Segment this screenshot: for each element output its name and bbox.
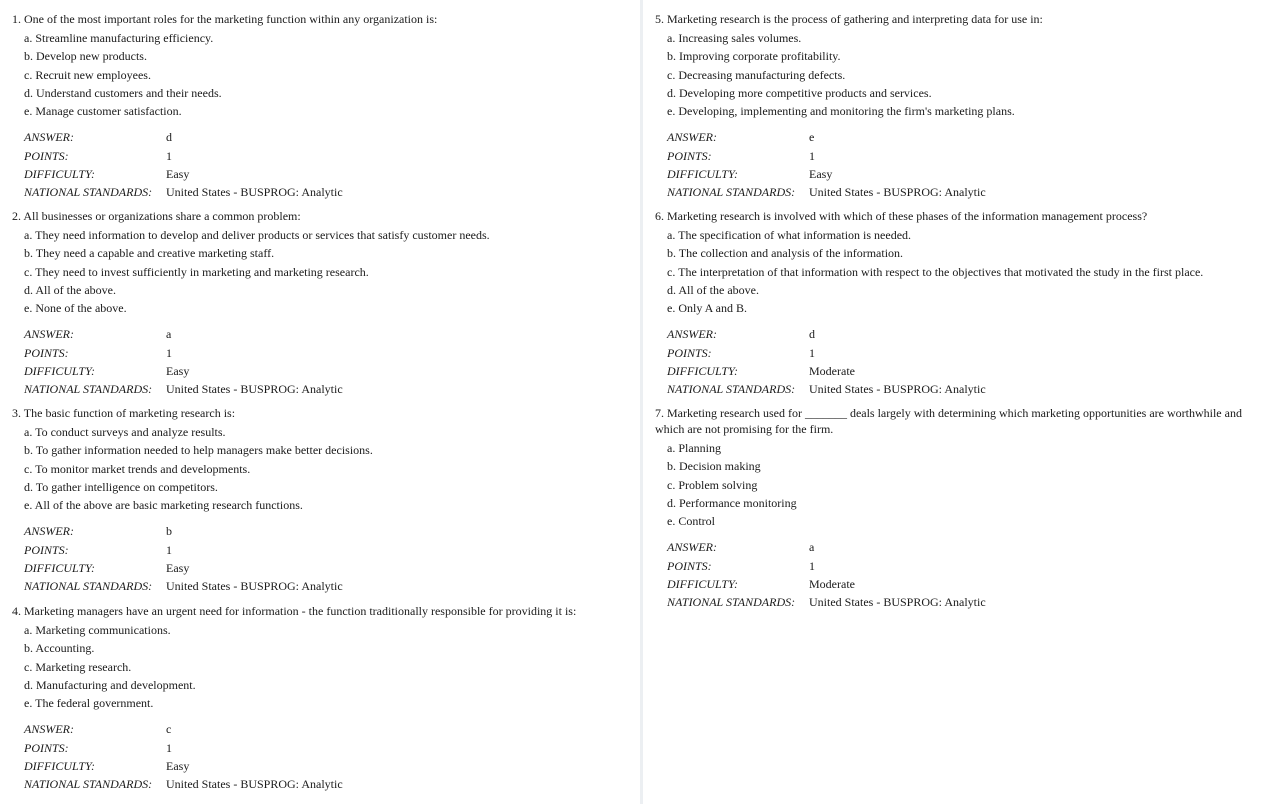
question-3 [0, 405, 640, 596]
standards-value: United States - BUSPROG: Analytic [809, 595, 986, 610]
standards-row [643, 593, 1278, 611]
option-a: a. They need information to develop and deliver products or services that satisfy customer needs. [24, 228, 490, 242]
option-b: b. Improving corporate profitability. [667, 49, 841, 64]
answer-label: ANSWER: [24, 524, 74, 539]
difficulty-label: DIFFICULTY: [667, 364, 738, 379]
standards-label: NATIONAL STANDARDS: [667, 595, 796, 610]
question-stem: 6. Marketing research is involved with which of these phases of the information management process? [655, 209, 1148, 223]
option-b: b. Accounting. [24, 641, 95, 656]
difficulty-value: Moderate [809, 577, 855, 592]
option-b: b. Decision making [667, 459, 761, 474]
option-a: a. To conduct surveys and analyze results. [24, 425, 226, 439]
standards-value: United States - BUSPROG: Analytic [166, 185, 343, 200]
option-a: a. Marketing communications. [24, 623, 171, 637]
standards-row [0, 380, 640, 398]
points-label: POINTS: [24, 740, 69, 755]
standards-value: United States - BUSPROG: Analytic [809, 382, 986, 397]
option-a: a. Streamline manufacturing efficiency. [24, 31, 214, 45]
answer-value: e [809, 130, 815, 145]
option-b: b. They need a capable and creative marketing staff. [24, 246, 275, 261]
question-stem: 4. Marketing managers have an urgent need for information - the function traditionally responsible for providing it is: [12, 604, 577, 618]
answer-value: d [166, 130, 172, 145]
question-stem: 5. Marketing research is the process of gathering and interpreting data for use in: [655, 12, 1043, 26]
points-label: POINTS: [24, 542, 69, 557]
answer-value: d [809, 327, 815, 342]
option-d: d. Manufacturing and development. [24, 677, 196, 692]
difficulty-row [643, 165, 1278, 183]
option-d: d. Performance monitoring [667, 495, 797, 510]
standards-row [0, 183, 640, 201]
answer-row [0, 720, 640, 738]
answer-label: ANSWER: [667, 327, 717, 342]
standards-label: NATIONAL STANDARDS: [667, 382, 796, 397]
option-e: e. Developing, implementing and monitoring the firm's marketing plans. [667, 104, 1015, 119]
answer-value: a [166, 327, 172, 342]
option-list [643, 226, 1278, 317]
standards-value: United States - BUSPROG: Analytic [166, 579, 343, 594]
option-e: e. Manage customer satisfaction. [24, 104, 182, 119]
option-c: c. They need to invest sufficiently in marketing and marketing research. [24, 264, 369, 279]
question-5 [643, 11, 1278, 202]
points-value: 1 [809, 345, 815, 360]
standards-value: United States - BUSPROG: Analytic [166, 777, 343, 792]
option-d: d. Developing more competitive products and services. [667, 85, 932, 100]
difficulty-value: Moderate [809, 364, 855, 379]
standards-row [643, 380, 1278, 398]
option-list [643, 29, 1278, 120]
option-c: c. To monitor market trends and developments. [24, 461, 251, 476]
difficulty-value: Easy [809, 167, 833, 182]
points-label: POINTS: [24, 345, 69, 360]
answer-value: b [166, 524, 172, 539]
option-a: a. Increasing sales volumes. [667, 31, 802, 45]
standards-label: NATIONAL STANDARDS: [24, 185, 153, 200]
difficulty-row [0, 362, 640, 380]
answer-row [0, 522, 640, 540]
option-d: d. Understand customers and their needs. [24, 85, 222, 100]
option-c: c. Recruit new employees. [24, 67, 151, 82]
difficulty-row [0, 165, 640, 183]
option-c: c. Marketing research. [24, 659, 132, 674]
question-stem: 2. All businesses or organizations share a common problem: [12, 209, 301, 223]
option-list [0, 29, 640, 120]
option-e: e. Only A and B. [667, 301, 747, 316]
answer-label: ANSWER: [667, 540, 717, 555]
standards-row [0, 775, 640, 793]
standards-row [643, 183, 1278, 201]
points-value: 1 [809, 148, 815, 163]
points-value: 1 [166, 740, 172, 755]
standards-row [0, 577, 640, 595]
answer-metadata [643, 325, 1278, 398]
standards-label: NATIONAL STANDARDS: [24, 579, 153, 594]
option-b: b. Develop new products. [24, 49, 147, 64]
points-row [0, 541, 640, 559]
question-4 [0, 603, 640, 794]
points-row [0, 344, 640, 362]
difficulty-label: DIFFICULTY: [24, 561, 95, 576]
difficulty-label: DIFFICULTY: [667, 577, 738, 592]
question-2 [0, 208, 640, 399]
points-row [643, 557, 1278, 575]
points-row [643, 147, 1278, 165]
answer-label: ANSWER: [24, 130, 74, 145]
option-e: e. None of the above. [24, 301, 127, 316]
question-1 [0, 11, 640, 202]
option-b: b. The collection and analysis of the information. [667, 246, 904, 261]
difficulty-label: DIFFICULTY: [24, 759, 95, 774]
option-e: e. Control [667, 514, 715, 529]
answer-row [0, 325, 640, 343]
difficulty-row [0, 757, 640, 775]
question-7 [643, 405, 1278, 612]
answer-value: c [166, 722, 172, 737]
standards-value: United States - BUSPROG: Analytic [166, 382, 343, 397]
standards-value: United States - BUSPROG: Analytic [809, 185, 986, 200]
points-value: 1 [166, 345, 172, 360]
points-label: POINTS: [667, 558, 712, 573]
difficulty-row [643, 575, 1278, 593]
option-list [0, 621, 640, 712]
answer-label: ANSWER: [667, 130, 717, 145]
option-a: a. Planning [667, 441, 721, 455]
difficulty-value: Easy [166, 364, 190, 379]
difficulty-value: Easy [166, 167, 190, 182]
standards-label: NATIONAL STANDARDS: [667, 185, 796, 200]
difficulty-label: DIFFICULTY: [667, 167, 738, 182]
standards-label: NATIONAL STANDARDS: [24, 382, 153, 397]
question-stem: 7. Marketing research used for _______ deals largely with determining which marketing opportunities are worthwhile and which are not promising for the firm. [655, 406, 1242, 436]
difficulty-label: DIFFICULTY: [24, 364, 95, 379]
answer-metadata [0, 325, 640, 398]
points-value: 1 [166, 148, 172, 163]
option-d: d. All of the above. [24, 282, 116, 297]
option-list [0, 423, 640, 514]
points-label: POINTS: [667, 148, 712, 163]
points-label: POINTS: [24, 148, 69, 163]
answer-metadata [643, 128, 1278, 201]
points-row [0, 739, 640, 757]
answer-row [643, 128, 1278, 146]
points-label: POINTS: [667, 345, 712, 360]
answer-label: ANSWER: [24, 327, 74, 342]
option-e: e. All of the above are basic marketing research functions. [24, 498, 303, 513]
option-list [0, 226, 640, 317]
option-e: e. The federal government. [24, 696, 154, 711]
difficulty-value: Easy [166, 759, 190, 774]
points-value: 1 [166, 542, 172, 557]
difficulty-row [0, 559, 640, 577]
option-list [643, 439, 1278, 530]
answer-metadata [0, 522, 640, 595]
option-a: a. The specification of what information is needed. [667, 228, 912, 242]
option-c: c. Problem solving [667, 477, 758, 492]
option-c: c. Decreasing manufacturing defects. [667, 67, 846, 82]
difficulty-label: DIFFICULTY: [24, 167, 95, 182]
question-6 [643, 208, 1278, 399]
difficulty-row [643, 362, 1278, 380]
answer-metadata [0, 720, 640, 793]
option-d: d. To gather intelligence on competitors. [24, 479, 218, 494]
answer-row [643, 325, 1278, 343]
answer-label: ANSWER: [24, 722, 74, 737]
question-stem: 3. The basic function of marketing research is: [12, 406, 236, 420]
option-c: c. The interpretation of that information with respect to the objectives that motivated the study in the first place. [667, 264, 1204, 279]
answer-row [0, 128, 640, 146]
points-row [643, 344, 1278, 362]
answer-metadata [0, 128, 640, 201]
document-page-right [643, 0, 1278, 804]
answer-value: a [809, 540, 815, 555]
points-value: 1 [809, 558, 815, 573]
option-d: d. All of the above. [667, 282, 759, 297]
question-stem: 1. One of the most important roles for the marketing function within any organization is: [12, 12, 438, 26]
standards-label: NATIONAL STANDARDS: [24, 777, 153, 792]
answer-row [643, 538, 1278, 556]
answer-metadata [643, 538, 1278, 611]
points-row [0, 147, 640, 165]
difficulty-value: Easy [166, 561, 190, 576]
option-b: b. To gather information needed to help managers make better decisions. [24, 443, 373, 458]
